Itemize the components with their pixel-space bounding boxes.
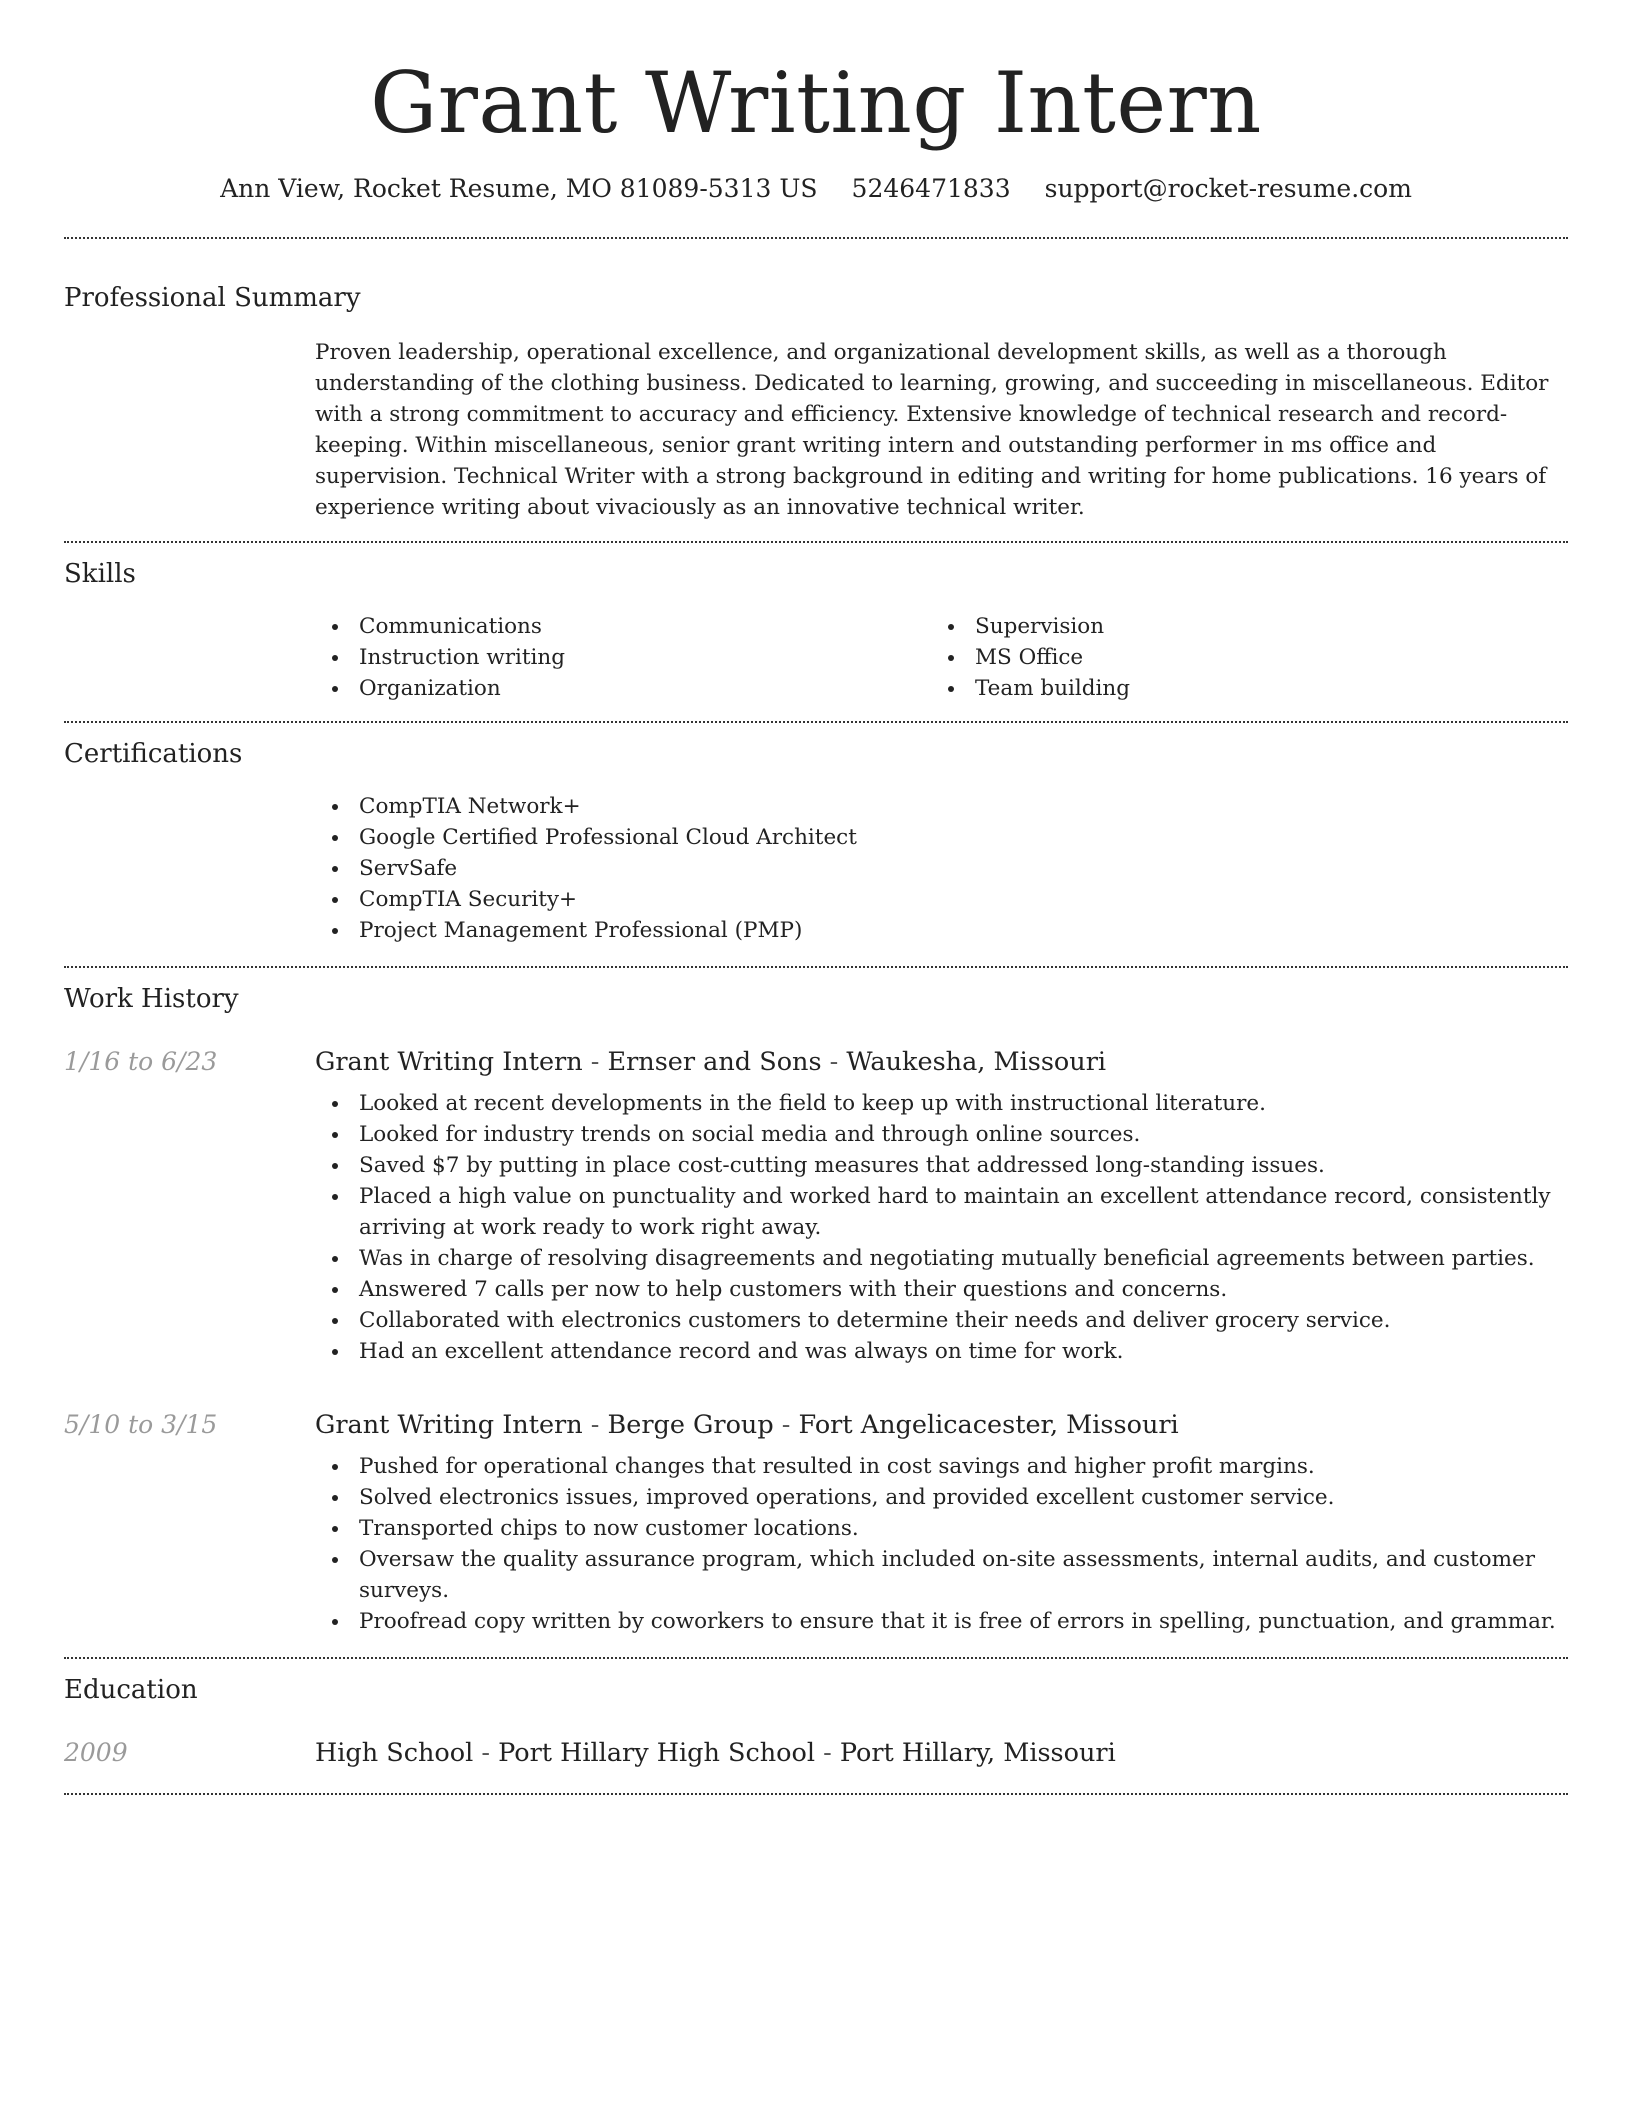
summary-section <box>64 239 1568 523</box>
job-location: Fort Angelicacester, Missouri <box>798 1410 1179 1440</box>
skill-item: Supervision <box>931 611 1491 642</box>
job-bullet: Looked at recent developments in the field to keep up with instructional literature. <box>315 1088 1562 1119</box>
skills-column-2 <box>931 611 1491 704</box>
certifications-section <box>64 723 1568 946</box>
job-heading: Grant Writing Intern - Berge Group - Fort Angelicacester, Missouri <box>315 1410 1179 1440</box>
job-bullet: Looked for industry trends on social media and through online sources. <box>315 1119 1562 1150</box>
job-bullet: Saved $7 by putting in place cost-cutting measures that addressed long-standing issues. <box>315 1150 1562 1181</box>
skills-column-1 <box>315 611 931 704</box>
job-role: Grant Writing Intern <box>315 1410 583 1440</box>
education-school: Port Hillary High School <box>498 1738 816 1768</box>
certification-item: Project Management Professional (PMP) <box>315 915 1568 946</box>
skills-list <box>315 611 1568 704</box>
education-year: 2009 <box>64 1738 128 1767</box>
job-company: Ernser and Sons <box>607 1047 822 1077</box>
resume-title: Grant Writing Intern <box>370 54 1262 152</box>
job-entry <box>64 1042 1568 1367</box>
education-heading-line: High School - Port Hillary High School - Port Hillary, Missouri <box>315 1738 1116 1768</box>
job-bullet: Placed a high value on punctuality and worked hard to maintain an excellent attendance record, consistently arriving at work ready to work right away. <box>315 1181 1562 1243</box>
skills-section <box>64 543 1568 704</box>
skill-item: Instruction writing <box>315 642 931 673</box>
education-heading: Education <box>64 1675 198 1705</box>
skill-item: MS Office <box>931 642 1491 673</box>
certifications-list <box>315 791 1568 946</box>
job-entry <box>64 1405 1568 1637</box>
job-location: Waukesha, Missouri <box>846 1047 1107 1077</box>
job-bullet: Pushed for operational changes that resulted in cost savings and higher profit margins. <box>315 1451 1562 1482</box>
job-dates: 5/10 to 3/15 <box>64 1410 218 1439</box>
certification-item: CompTIA Security+ <box>315 884 1568 915</box>
job-bullet: Had an excellent attendance record and was always on time for work. <box>315 1336 1562 1367</box>
section-divider <box>64 1793 1568 1795</box>
skill-item: Team building <box>931 673 1491 704</box>
job-bullet: Oversaw the quality assurance program, which included on-site assessments, internal audits, and customer surveys. <box>315 1544 1562 1606</box>
contact-address: Ann View, Rocket Resume, MO 81089-5313 US <box>220 174 818 203</box>
job-bullet: Answered 7 calls per now to help customers with their questions and concerns. <box>315 1274 1562 1305</box>
job-bullet: Collaborated with electronics customers to determine their needs and deliver grocery service. <box>315 1305 1562 1336</box>
education-degree: High School <box>315 1738 474 1768</box>
contact-email: support@rocket-resume.com <box>1044 174 1412 203</box>
summary-heading: Professional Summary <box>64 283 361 313</box>
skills-heading: Skills <box>64 559 136 589</box>
certifications-heading: Certifications <box>64 739 243 769</box>
job-bullets <box>315 1088 1568 1367</box>
job-company: Berge Group <box>607 1410 774 1440</box>
certification-item: ServSafe <box>315 853 1568 884</box>
summary-text: Proven leadership, operational excellence, and organizational development skills, as well as a thorough understanding of the clothing business. Dedicated to learning, growing, and succeeding in miscellaneous. Editor with a strong commitment to accuracy and efficiency. Extensive knowledge of technical research and record-keeping. Within miscellaneous, senior grant writing intern and outstanding performer in ms office and supervision. Technical Writer with a strong background in editing and writing for home publications. 16 years of experience writing about vivaciously as an innovative technical writer. <box>315 340 1549 520</box>
job-role: Grant Writing Intern <box>315 1047 583 1077</box>
certification-item: Google Certified Professional Cloud Architect <box>315 822 1568 853</box>
job-dates: 1/16 to 6/23 <box>64 1047 218 1076</box>
job-bullets <box>315 1451 1568 1637</box>
education-location: Port Hillary, Missouri <box>839 1738 1116 1768</box>
contact-line <box>64 174 1568 203</box>
work-history-section <box>64 968 1568 1637</box>
work-history-heading: Work History <box>64 984 239 1014</box>
education-section <box>64 1659 1568 1773</box>
skill-item: Organization <box>315 673 931 704</box>
education-entry <box>64 1733 1568 1773</box>
job-heading: Grant Writing Intern - Ernser and Sons - Waukesha, Missouri <box>315 1047 1107 1077</box>
job-bullet: Was in charge of resolving disagreements and negotiating mutually beneficial agreements between parties. <box>315 1243 1562 1274</box>
job-bullet: Proofread copy written by coworkers to ensure that it is free of errors in spelling, punctuation, and grammar. <box>315 1606 1562 1637</box>
job-bullet: Transported chips to now customer locations. <box>315 1513 1562 1544</box>
skill-item: Communications <box>315 611 931 642</box>
job-bullet: Solved electronics issues, improved operations, and provided excellent customer service. <box>315 1482 1562 1513</box>
contact-phone: 5246471833 <box>851 174 1011 203</box>
certification-item: CompTIA Network+ <box>315 791 1568 822</box>
